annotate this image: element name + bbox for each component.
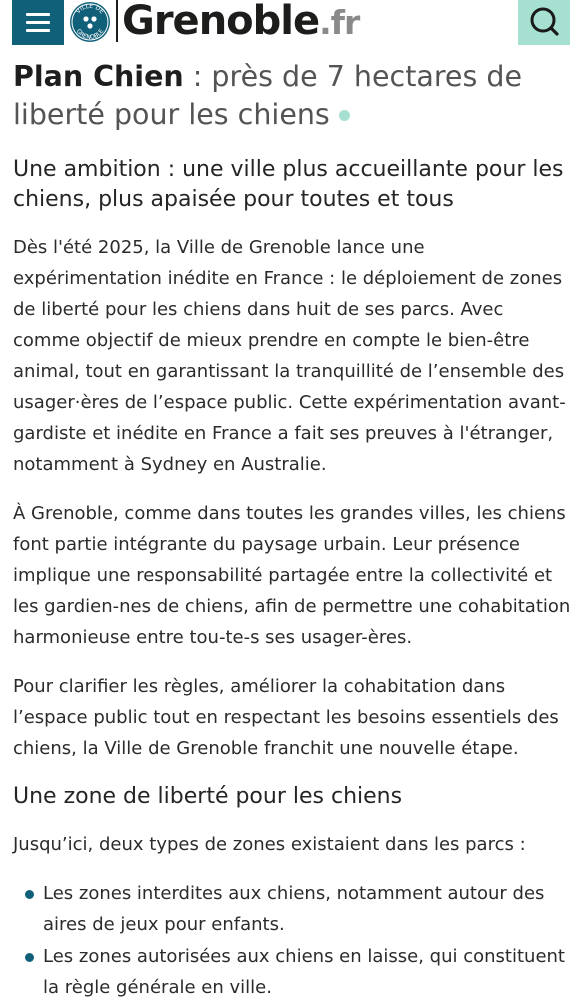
list-item: Les zones interdites aux chiens, notamment autour des aires de jeux pour enfants.: [43, 878, 573, 940]
svg-text:VILLE DE: VILLE DE: [74, 2, 106, 16]
site-header: [0, 0, 582, 50]
logo-main-text: Grenoble: [122, 0, 320, 44]
search-icon: [518, 0, 570, 45]
logo-ext-text: .fr: [319, 3, 360, 42]
page-title-strong: Plan Chien: [13, 60, 184, 93]
paragraph: Dès l'été 2025, la Ville de Grenoble lance une expérimentation inédite en France : le déploiement de zones de liberté pour les chiens dans huit de ses parcs. Avec comme objectif de mieux prendre en compte le bien-être animal, tout en garantissant la tranquillité de l’ensemble des usager·ères de l’espace public. Cette expérimentation avant-gardiste et inédite en France a fait ses preuves à l'étranger, notamment à Sydney en Australie.: [13, 237, 566, 475]
paragraph: À Grenoble, comme dans toutes les grandes villes, les chiens font partie intégrante du paysage urbain. Leur présence implique une responsabilité partagée entre la collectivité et les gardien-nes de chiens, afin de permettre une cohabitation harmonieuse entre tou-te-s ses usager-ères.: [13, 503, 571, 648]
hamburger-menu-icon: [26, 13, 50, 16]
logo-divider: [116, 0, 118, 42]
bullet-list: [13, 878, 573, 1003]
site-logo[interactable]: [122, 0, 359, 48]
paragraph: Pour clarifier les règles, améliorer la cohabitation dans l’espace public tout en respectant les besoins essentiels des chiens, la Ville de Grenoble franchit une nouvelle étape.: [13, 676, 559, 759]
hamburger-menu-icon-bar: [26, 21, 50, 24]
title-dot-icon: [339, 110, 350, 121]
section-intro: Jusqu’ici, deux types de zones existaient dans les parcs :: [13, 834, 526, 855]
article-body: [13, 155, 573, 1004]
article-subtitle: Une ambition : une ville plus accueillante pour les chiens, plus apaisée pour toutes et tous: [13, 157, 564, 212]
hamburger-menu-icon-bar: [26, 29, 50, 32]
city-seal-icon[interactable]: [69, 1, 111, 43]
page-title-rest: : près de 7 hectares de liberté pour les chiens: [13, 60, 522, 131]
section-heading: Une zone de liberté pour les chiens: [13, 784, 403, 809]
list-item: Les zones autorisées aux chiens en laisse, qui constituent la règle générale en ville.: [43, 941, 573, 1003]
search-button[interactable]: [518, 0, 570, 45]
page-title: [13, 58, 568, 134]
menu-button[interactable]: [12, 0, 64, 45]
svg-text:GRENOBLE: GRENOBLE: [74, 27, 106, 42]
